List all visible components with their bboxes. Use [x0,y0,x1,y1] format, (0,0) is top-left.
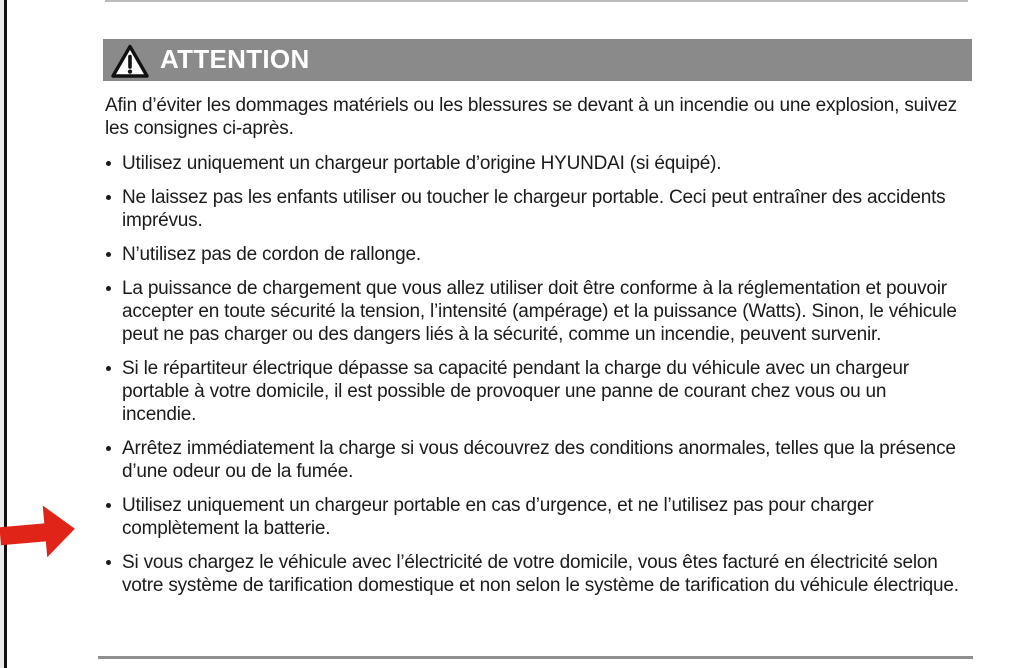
list-item-text: Utilisez uniquement un chargeur portable d’origine HYUNDAI (si équipé). [122,153,722,174]
list-item-text: La puissance de chargement que vous allez utiliser doit être conforme à la réglementation et pouvoir accepter en toute sécurité la tension, l’intensité (ampérage) et la puissance (Watts). Sinon, le véhicule peut ne pas charger ou des dangers liés à la sécurité, comme un incendie, peuvent survenir. [122,278,957,345]
list-item [103,243,965,266]
bullet-dot-icon [106,195,111,200]
list-item [103,357,965,426]
warning-header-bar [103,39,972,81]
list-item [103,277,965,346]
top-divider [105,0,968,2]
list-item-text: Utilisez uniquement un chargeur portable en cas d’urgence, et ne l’utilisez pas pour charger complètement la batterie. [122,495,874,539]
list-item [103,152,965,175]
list-item [103,437,965,483]
list-item-text: Si vous chargez le véhicule avec l’électricité de votre domicile, vous êtes facturé en électricité selon votre système de tarification domestique et non selon le système de tarification du véhicule électrique. [122,552,959,596]
bullet-dot-icon [106,252,111,257]
warning-section [103,39,972,597]
list-item-text: N’utilisez pas de cordon de rallonge. [122,244,421,265]
red-arrow-icon [0,500,78,564]
list-item-arrow-target [103,494,965,540]
list-item [103,551,965,597]
list-item-text: Ne laissez pas les enfants utiliser ou toucher le chargeur portable. Ceci peut entraîner des accidents imprévus. [122,187,946,231]
left-binding-line [4,0,7,668]
list-item-text: Si le répartiteur électrique dépasse sa capacité pendant la charge du véhicule avec un chargeur portable à votre domicile, il est possible de provoquer une panne de courant chez vous ou un incendie. [122,358,909,425]
bullet-dot-icon [106,503,111,508]
intro-paragraph: Afin d’éviter les dommages matériels ou les blessures se devant à un incendie ou une explosion, suivez les consignes ci-après. [105,95,957,139]
bullet-dot-icon [106,560,111,565]
bullet-dot-icon [106,286,111,291]
bullet-list [103,152,965,597]
warning-triangle-icon [110,43,150,79]
list-item [103,186,965,232]
list-item-text: Arrêtez immédiatement la charge si vous découvrez des conditions anormales, telles que la présence d’une odeur ou de la fumée. [122,438,956,482]
warning-title: ATTENTION [160,44,310,74]
bullet-dot-icon [106,446,111,451]
bullet-dot-icon [106,161,111,166]
bullet-dot-icon [106,366,111,371]
bottom-divider [98,656,973,659]
